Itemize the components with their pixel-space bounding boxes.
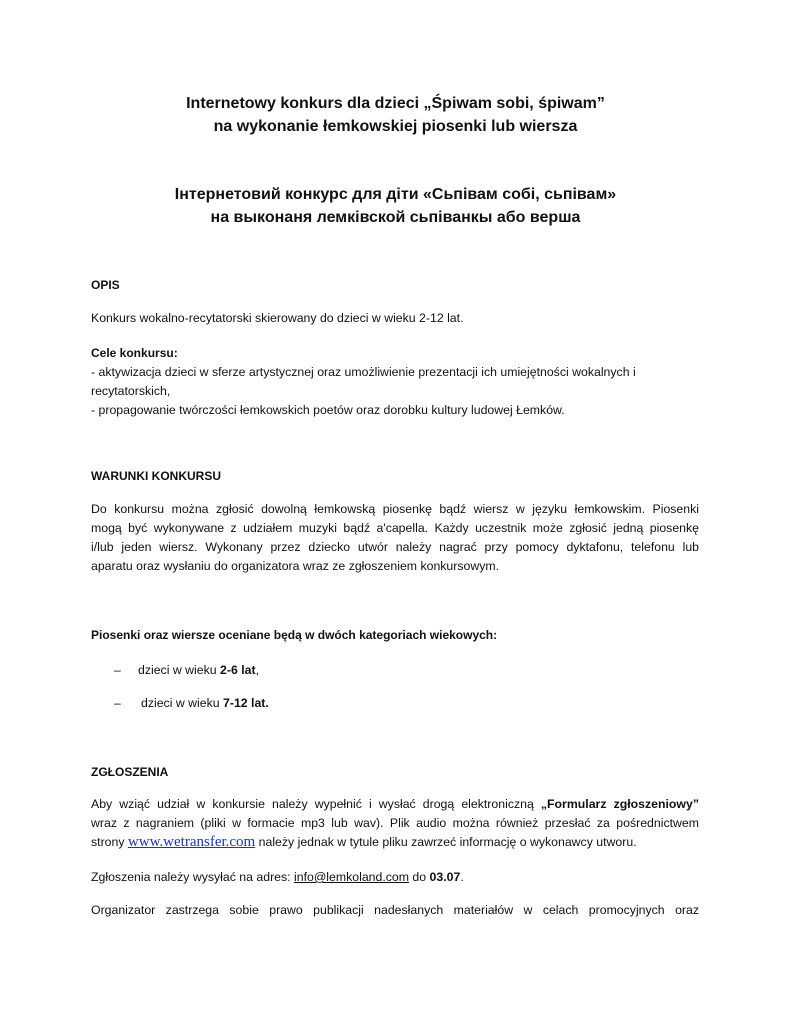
goal-2: - propagowanie twórczości łemkowskich poetów oraz dorobku kultury ludowej Łemków. [91,403,565,417]
zgloszenia-paragraph-3 [91,901,699,920]
zgloszenia-p1-line-3 [91,833,699,852]
categories-heading: Piosenki oraz wiersze oceniane będą w dwóch kategoriach wiekowych: [91,628,498,642]
category-1-dash: – [114,663,121,677]
wetransfer-link[interactable]: www.wetransfer.com [127,834,256,850]
zgloszenia-paragraph-2 [91,868,699,887]
opis-heading: OPIS [91,278,120,292]
zgloszenia-p1-line-3-prefix: strony [91,835,128,849]
deadline-date: 03.07 [429,870,461,884]
contact-email-link[interactable]: info@lemkoland.com [294,870,410,884]
application-form-name: „Formularz zgłoszeniowy” [540,797,699,811]
lemko-title-line-1: Інтернетовий конкурс для діти «Сьпівам собі, сьпівам» [174,186,617,203]
category-2-prefix: dzieci w wieku [141,696,224,710]
warunki-line-3: i/lub jeden wiersz. Wykonany przez dziecko utwór należy nagrać przy pomocy dyktafonu, telefonu lub [91,540,699,554]
zgloszenia-p1-line-1 [91,795,699,814]
polish-title-line-2: na wykonanie łemkowskiej piosenki lub wiersza [213,118,578,135]
warunki-paragraph [91,500,699,576]
goal-1-line-2: recytatorskich, [91,384,171,398]
goals-heading: Cele konkursu: [91,346,178,360]
zgloszenia-p1-line-3-suffix: należy jednak w tytule pliku zawrzeć informację o wykonawcy utworu. [255,835,637,849]
category-2-age: 7-12 lat. [223,696,269,710]
zgloszenia-p1-line-2: wraz z nagraniem (pliki w formacie mp3 lub wav). Plik audio można również przesłać za pośrednictwem [91,816,699,830]
category-1-prefix: dzieci w wieku [138,663,221,677]
category-1-age: 2-6 lat [220,663,256,677]
zgloszenia-p2-middle: do [409,870,430,884]
opis-text: Konkurs wokalno-recytatorski skierowany do dzieci w wieku 2-12 lat. [91,311,464,325]
polish-title [0,92,791,138]
category-1 [138,661,259,679]
zgloszenia-heading: ZGŁOSZENIA [91,765,169,779]
goal-1-line-1: - aktywizacja dzieci w sferze artystycznej oraz umożliwienie prezentacji ich umiejętności wokalnych i [91,365,636,379]
lemko-title-line-2: на выконаня лемківской сьпіванкы або верша [210,209,581,226]
zgloszenia-paragraph-1 [91,795,699,852]
zgloszenia-p2-end: . [460,870,464,884]
warunki-line-1: Do konkursu można zgłosić dowolną łemkowską piosenkę bądź wiersz w języku łemkowskim. Piosenki [91,502,699,516]
goals-block [91,344,699,420]
category-2-dash: – [114,696,121,710]
zgloszenia-p2-prefix: Zgłoszenia należy wysyłać na adres: [91,870,294,884]
warunki-line-2: mogą być wykonywane z udziałem muzyki bądź a'capella. Każdy uczestnik może zgłosić jedną piosenkę [91,521,699,535]
lemko-title [0,183,791,229]
zgloszenia-p3-line-1: Organizator zastrzega sobie prawo publikacji nadesłanych materiałów w celach promocyjnych oraz [91,903,699,917]
zgloszenia-p1-line-1-text: Aby wziąć udział w konkursie należy wypełnić i wysłać drogą elektroniczną [91,797,541,811]
warunki-line-4: aparatu oraz wysłaniu do organizatora wraz ze zgłoszeniem konkursowym. [91,559,500,573]
warunki-heading: WARUNKI KONKURSU [91,469,221,483]
category-1-suffix: , [255,663,259,677]
category-2 [141,694,269,712]
polish-title-line-1: Internetowy konkurs dla dzieci „Śpiwam sobi, śpiwam” [186,95,605,112]
